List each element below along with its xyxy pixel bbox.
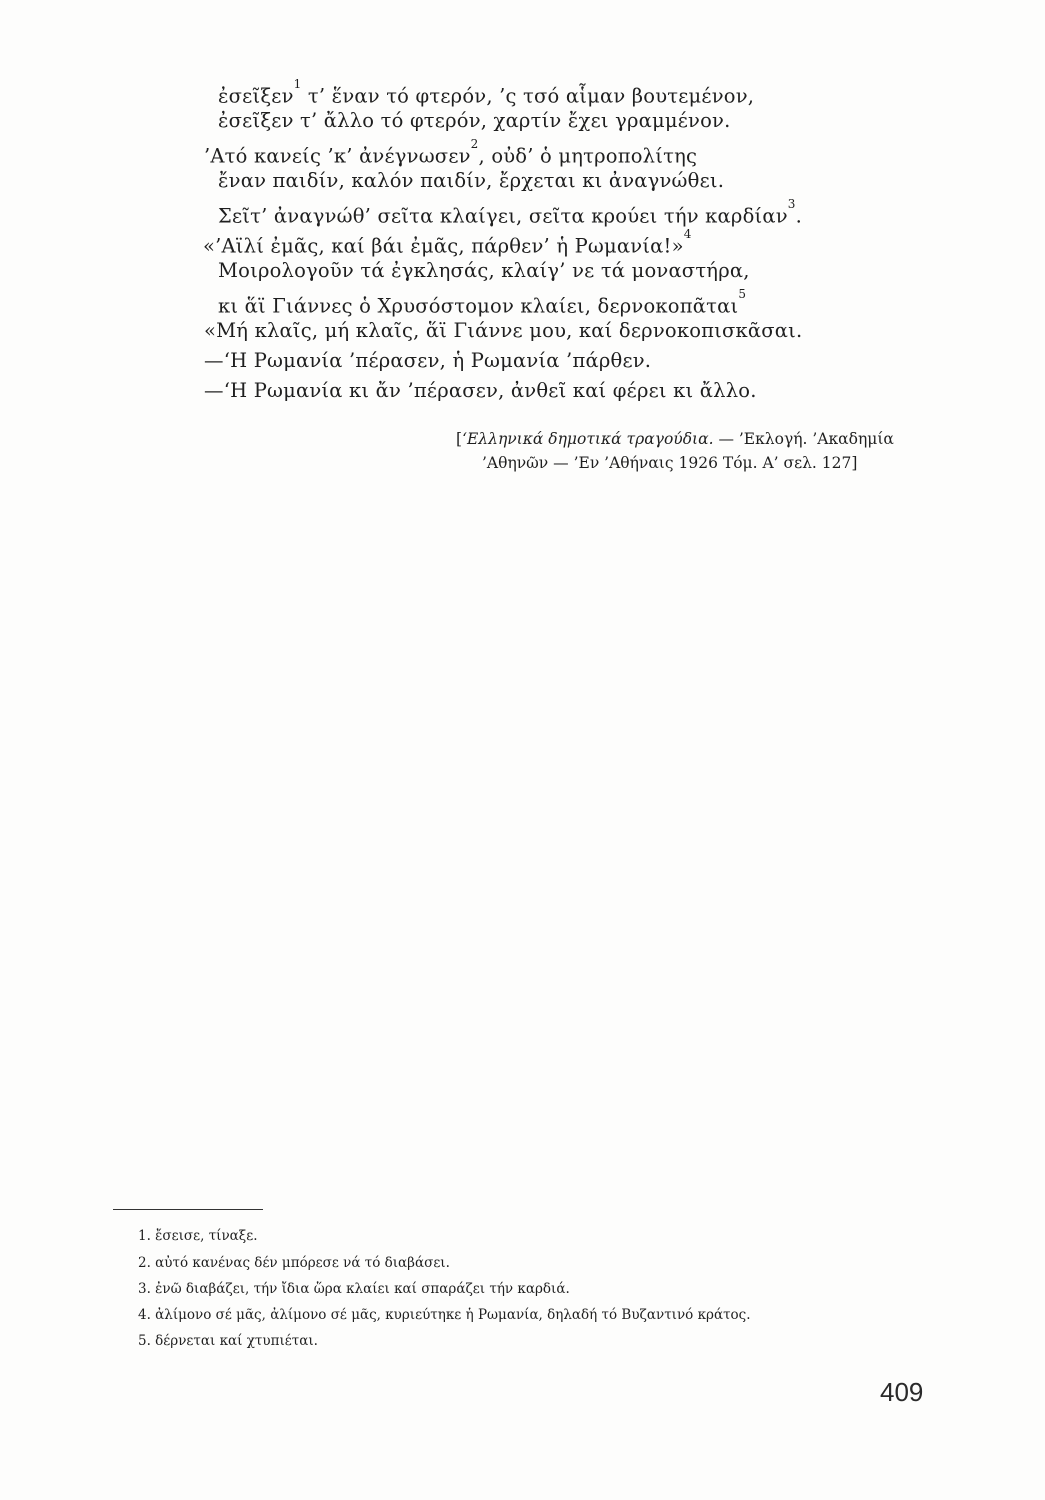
verse-text: «’Αϊλί ἐμᾶς, καί βάι ἐμᾶς, πάρθεν’ ἡ Ρωμανία!» bbox=[203, 234, 684, 258]
source-citation-line-1 bbox=[456, 428, 894, 450]
verse-text: Μοιρολογοῦν τά ἐγκλησάς, κλαίγ’ νε τά μοναστήρα, bbox=[218, 259, 750, 282]
verse-text: «Μή κλαῖς, μή κλαῖς, ἅϊ Γιάννε μου, καί δερνοκοπισκᾶσαι. bbox=[204, 319, 803, 342]
verse-line bbox=[218, 198, 802, 230]
verse-line bbox=[218, 78, 754, 110]
verse-text: ’Ατό κανείς ’κ’ ἀνέγνωσεν bbox=[204, 144, 471, 168]
verse-text: ἔναν παιδίν, καλόν παιδίν, ἔρχεται κι ἀναγνώθει. bbox=[218, 169, 725, 192]
source-details: ’Αθηνῶν — ’Εν ’Αθήναις 1926 Τόμ. Α’ σελ. 127] bbox=[482, 454, 858, 472]
verse-text: τ’ ἕναν τό φτερόν, ’ς τσό αἷμαν βουτεμένον, bbox=[301, 84, 755, 108]
verse-line bbox=[204, 318, 802, 344]
verse-line bbox=[218, 168, 724, 194]
footnote-4: 4. ἀλίμονο σέ μᾶς, ἀλίμονο σέ μᾶς, κυριεύτηκε ἡ Ρωμανία, δηλαδή τό Βυζαντινό κράτος. bbox=[138, 1307, 751, 1323]
verse-text: ἐσεῖξεν bbox=[218, 84, 294, 108]
footnote-ref: 3 bbox=[787, 197, 796, 211]
verse-line bbox=[203, 228, 692, 260]
verse-line bbox=[218, 108, 731, 134]
source-details: — ’Εκλογή. ’Ακαδημία bbox=[713, 430, 894, 448]
footnote-1: 1. ἔσεισε, τίναξε. bbox=[138, 1228, 258, 1244]
footnote-2: 2. αὐτό κανένας δέν μπόρεσε νά τό διαβάσει. bbox=[138, 1255, 450, 1271]
verse-text: Σεῖτ’ ἀναγνώθ’ σεῖτα κλαίγει, σεῖτα κρούει τήν καρδίαν bbox=[218, 204, 788, 228]
page-number: 409 bbox=[880, 1377, 924, 1407]
footnote-ref: 1 bbox=[293, 77, 302, 91]
source-title: ‘Ελληνικά δημοτικά τραγούδια. bbox=[462, 430, 714, 448]
verse-line bbox=[204, 378, 757, 404]
footnote-ref: 5 bbox=[738, 287, 747, 301]
bracket: [ bbox=[456, 430, 463, 448]
verse-text: —‘Η Ρωμανία κι ἄν ’πέρασεν, ἀνθεῖ καί φέρει κι ἄλλο. bbox=[204, 379, 757, 402]
footnote-ref: 2 bbox=[470, 137, 479, 151]
verse-line bbox=[218, 288, 746, 320]
verse-text: . bbox=[795, 204, 803, 228]
verse-line bbox=[218, 258, 750, 284]
footnote-divider bbox=[113, 1209, 263, 1210]
verse-line bbox=[204, 138, 697, 170]
source-citation-line-2 bbox=[482, 452, 857, 474]
verse-text: —‘Η Ρωμανία ’πέρασεν, ἡ Ρωμανία ’πάρθεν. bbox=[204, 349, 652, 372]
verse-text: κι ἅϊ Γιάννες ὁ Χρυσόστομον κλαίει, δερνοκοπᾶται bbox=[218, 294, 739, 318]
verse-text: ἐσεῖξεν τ’ ἄλλο τό φτερόν, χαρτίν ἔχει γραμμένον. bbox=[218, 109, 731, 132]
footnote-ref: 4 bbox=[683, 227, 692, 241]
verse-text: , οὐδ’ ὁ μητροπολίτης bbox=[478, 144, 698, 168]
footnote-3: 3. ἐνῶ διαβάζει, τήν ἴδια ὥρα κλαίει καί σπαράζει τήν καρδιά. bbox=[138, 1281, 570, 1297]
verse-line bbox=[204, 348, 651, 374]
footnote-5: 5. δέρνεται καί χτυπιέται. bbox=[138, 1333, 318, 1349]
